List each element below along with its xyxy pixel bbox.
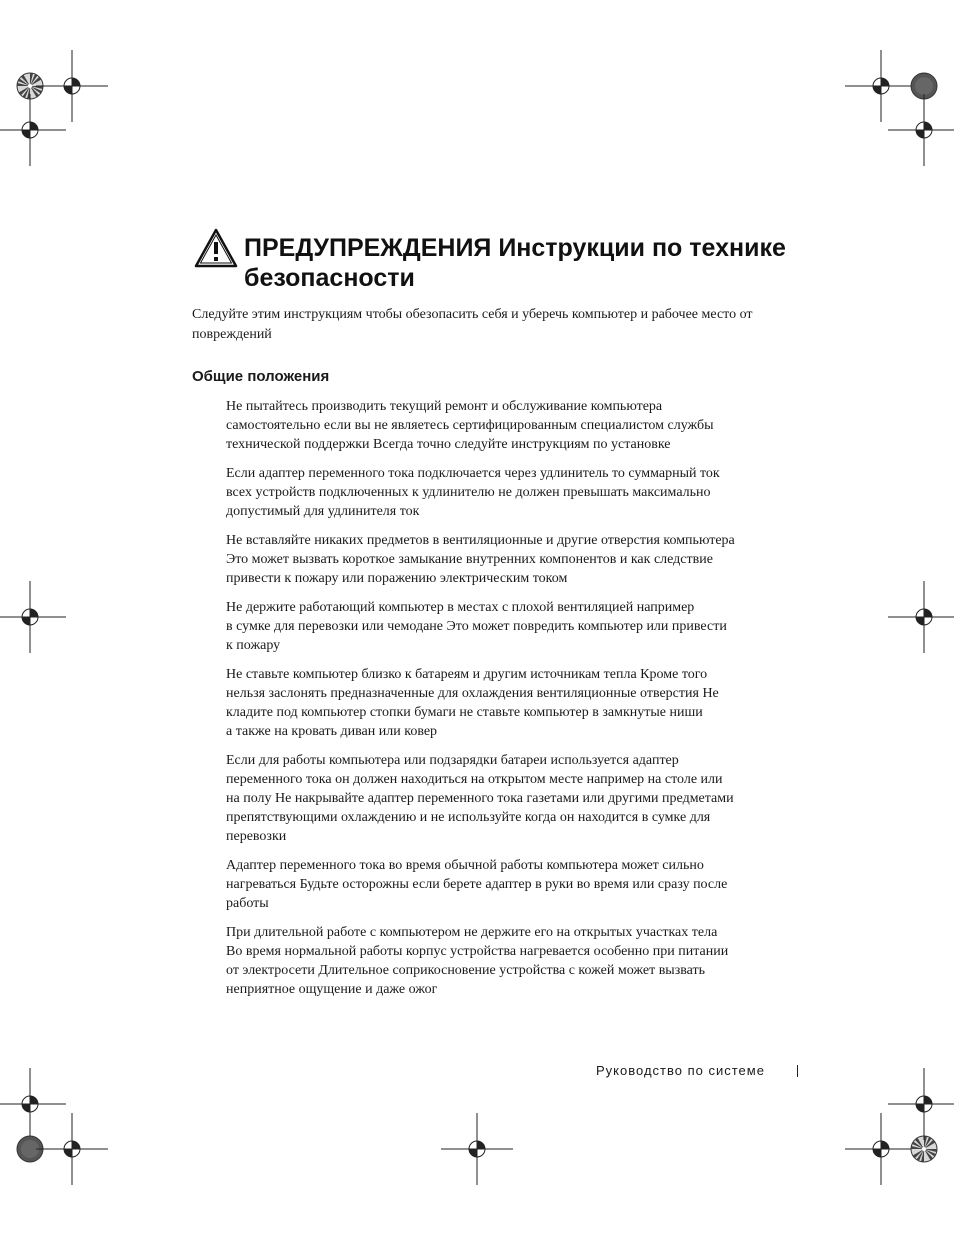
page-title: ПРЕДУПРЕЖДЕНИЯ Инструкции по технике безопасности [244, 234, 786, 292]
rule-paragraph: Не ставьте компьютер близко к батареям и другим источникам тепла Кроме того нельзя заслонять предназначенные для охлаждения вентиляционные отверстия Не кладите под компьютер стопки бумаги не ставьте компьютер в замкнутые ниши а также на кровать диван или ковер [226, 667, 719, 739]
rule-paragraph: Если адаптер переменного тока подключается через удлинитель то суммарный ток всех устройств подключенных к удлинителю не должен превышать максимально допустимый для удлинителя ток [226, 466, 720, 519]
registration-crosshair-icon [0, 94, 66, 166]
rule-paragraph: Не вставляйте никаких предметов в вентиляционные и другие отверстия компьютера Это может вызвать короткое замыкание внутренних компонентов и как следствие привести к пожару или поражению электрическим током [226, 533, 735, 586]
registration-crosshair-icon [0, 1068, 66, 1140]
registration-crosshair-icon [0, 581, 66, 653]
registration-crosshair-icon [441, 1113, 513, 1185]
registration-crosshair-icon [888, 94, 954, 166]
registration-crosshair-icon [888, 581, 954, 653]
rule-paragraph: Не пытайтесь производить текущий ремонт и обслуживание компьютера самостоятельно если вы не являетесь сертифицированным специалистом службы технической поддержки Всегда точно следуйте инструкциям по установке [226, 399, 714, 452]
section-heading: Общие положения [192, 368, 330, 385]
registration-crosshair-icon [845, 50, 917, 122]
intro-paragraph: Следуйте этим инструкциям чтобы обезопасить себя и уберечь компьютер и рабочее место от повреждений [192, 307, 753, 342]
safety-rules-list [226, 397, 806, 1009]
page-footer: Руководство по системе [596, 1063, 765, 1078]
registration-crosshair-icon [888, 1068, 954, 1140]
rule-paragraph: При длительной работе с компьютером не держите его на открытых участках тела Во время нормальной работы корпус устройства нагревается особенно при питании от электросети Длительное соприкосновение устройства с кожей может вызвать неприятное ощущение и даже ожог [226, 925, 729, 997]
rule-paragraph: Адаптер переменного тока во время обычной работы компьютера может сильно нагреваться Будьте осторожны если берете адаптер в руки во время или сразу после работы [226, 858, 728, 911]
registration-crosshair-icon [845, 1113, 917, 1185]
registration-crosshair-icon [36, 50, 108, 122]
rule-paragraph: Если для работы компьютера или подзарядки батареи используется адаптер переменного тока он должен находиться на открытом месте например на столе или на полу Не накрывайте адаптер переменного тока газетами или другими предметами препятствующими охлаждению и не используйте когда он находится в сумке для перевозки [226, 753, 734, 844]
footer-divider [797, 1065, 798, 1077]
registration-crosshair-icon [36, 1113, 108, 1185]
rule-paragraph: Не держите работающий компьютер в местах с плохой вентиляцией например в сумке для перевозки или чемодане Это может повредить компьютер или привести к пожару [226, 600, 727, 653]
warning-triangle-icon [194, 228, 238, 268]
